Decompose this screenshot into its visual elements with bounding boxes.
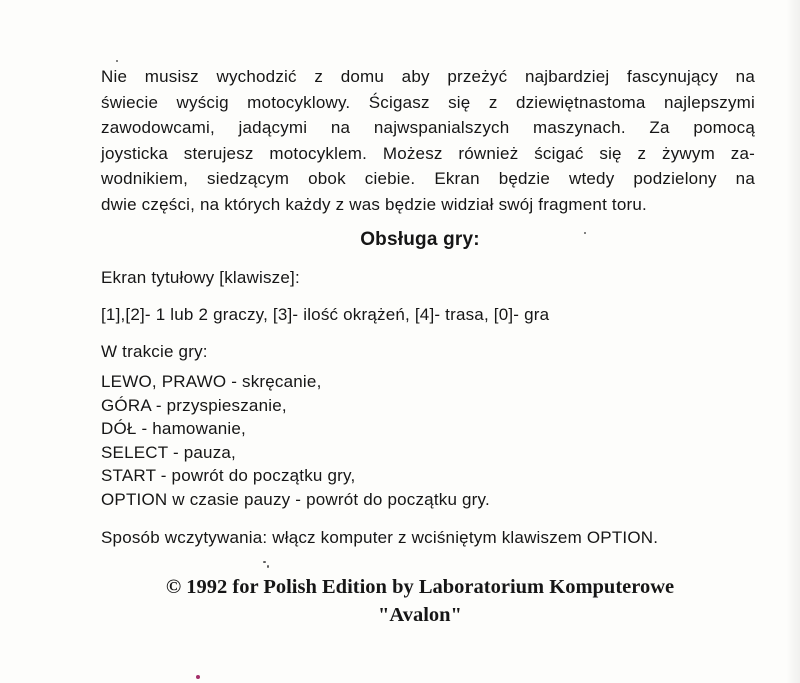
- control-row: LEWO, PRAWO - skręcanie,: [101, 372, 322, 391]
- scan-speck: [263, 561, 266, 563]
- control-row: GÓRA - przyspieszanie,: [101, 395, 287, 415]
- control-row: OPTION w czasie pauzy - powrót do początku gry.: [101, 489, 490, 509]
- intro-line: zawodowcami, jadącymi na najwspanialszych maszynach. Za pomocą: [101, 118, 755, 138]
- intro-line: Nie musisz wychodzić z domu aby przeżyć najbardziej fascynujący na: [101, 67, 755, 86]
- scan-speck: [267, 565, 269, 568]
- intro-line: świecie wyścig motocyklowy. Ścigasz się z dziewiętnastoma najlepszymi: [101, 92, 755, 112]
- controls-list: [101, 370, 490, 512]
- title-screen-label: Ekran tytułowy [klawisze]:: [101, 268, 300, 287]
- control-row: DÓŁ - hamowanie,: [101, 419, 246, 439]
- title-screen-keys: [1],[2]- 1 lub 2 graczy, [3]- ilość okrążeń, [4]- trasa, [0]- gra: [101, 305, 550, 324]
- intro-line: wodnikiem, siedzącym obok ciebie. Ekran będzie wtedy podzielony na: [101, 169, 755, 189]
- control-row: START - powrót do początku gry,: [101, 466, 356, 486]
- scan-speck: [116, 60, 118, 62]
- section-heading: Obsługa gry:: [360, 229, 480, 250]
- control-row: SELECT - pauza,: [101, 442, 236, 462]
- intro-line: joysticka sterujesz motocyklem. Możesz również ścigać się z żywym za-: [101, 143, 755, 163]
- scan-speck: [196, 675, 200, 679]
- copyright-line: © 1992 for Polish Edition by Laboratorium Komputerowe: [165, 576, 675, 598]
- scan-speck: [584, 232, 586, 234]
- intro-line: dwie części, na których każdy z was będzie widział swój fragment toru.: [101, 194, 647, 214]
- intro-paragraph: [101, 64, 755, 218]
- in-game-label: W trakcie gry:: [101, 342, 208, 361]
- publisher-name: "Avalon": [378, 604, 462, 626]
- loading-instructions: Sposób wczytywania: włącz komputer z wciśniętym klawiszem OPTION.: [101, 528, 659, 547]
